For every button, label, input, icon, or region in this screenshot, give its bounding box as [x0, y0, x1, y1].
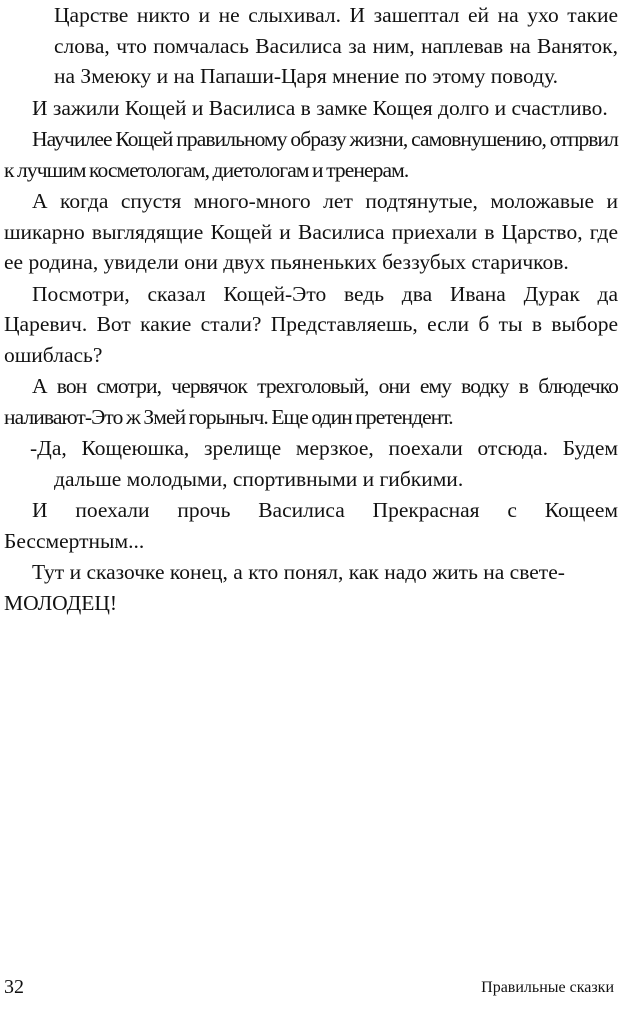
paragraph-continuation: Царстве никто и не слыхивал. И зашептал ей на ухо такие слова, что помчалась Василиса за ним, наплевав на Ваняток, на Змеюку и на Папаши-Царя мнение по этому поводу. — [54, 3, 618, 88]
paragraph-rode-away: И поехали прочь Василиса Прекрасная с Кощеем Бессмертным... — [4, 498, 618, 553]
paragraph-many-years-later: А когда спустя много-много лет подтянутые, моложавые и шикарно выглядящие Кощей и Василиса приехали в Царство, где ее родина, увидели они двух пьяненьких беззубых старичков. — [4, 189, 618, 274]
paragraph-look-said-koschei: Посмотри, сказал Кощей-Это ведь два Ивана Дурак да Царевич. Вот какие стали? Представляешь, если б ты в выборе ошиблась? — [4, 281, 618, 367]
paragraph-lived-happily: И зажили Кощей и Василиса в замке Кощея долго и счастливо. — [32, 95, 608, 120]
paragraph-ending: Тут и сказочке конец, а кто понял, как надо жить на свете-МОЛОДЕЦ! — [4, 560, 565, 615]
paragraph-three-headed-worm: А вон смотри, червячок трехголовый, они ему водку в блюдечко наливают-Это ж Змей горыныч. Еще один претендент. — [4, 374, 618, 429]
paragraph-taught: Научилее Кощей правильному образу жизни, самовнушению, отпрвил к лучшим косметологам, диетологам и тренерам. — [4, 127, 618, 182]
paragraph-dialogue-reply: -Да, Кощеюшка, зрелище мерзкое, поехали отсюда. Будем дальше молодыми, спортивными и гибкими. — [30, 436, 618, 491]
story-text — [4, 0, 618, 619]
page-number: 32 — [4, 976, 24, 998]
running-title: Правильные сказки — [481, 979, 614, 996]
